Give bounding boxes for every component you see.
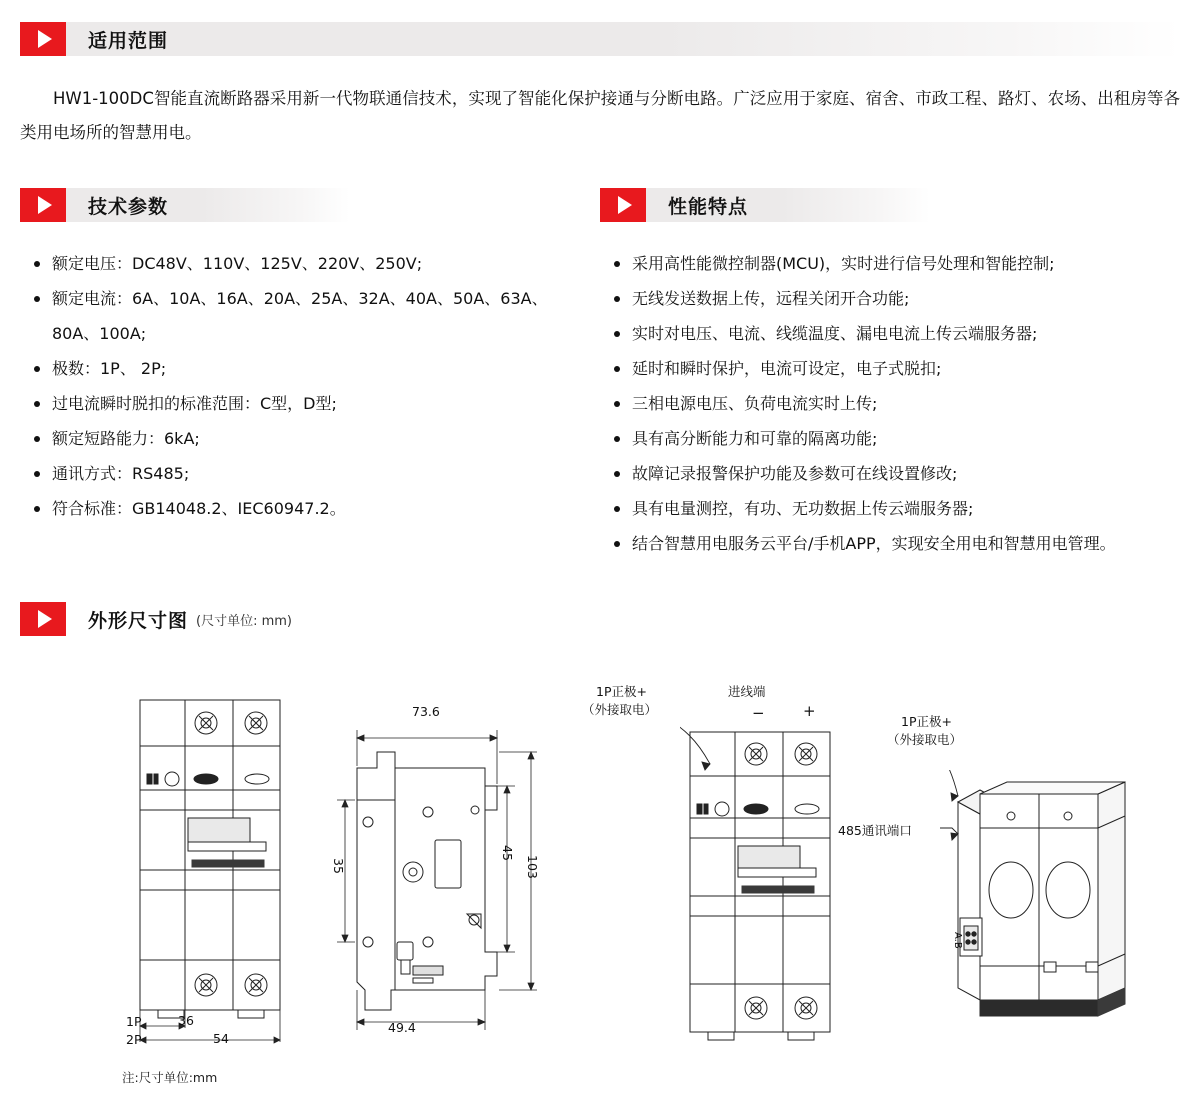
- drawing-unit-note: 注:尺寸单位:mm: [122, 1070, 218, 1085]
- section-header-perf: [600, 188, 930, 222]
- section-subtitle-dimensions: (尺寸单位: mm): [196, 613, 292, 629]
- play-triangle-icon: [20, 602, 66, 636]
- label-iso-pos-note2: （外接取电）: [887, 732, 963, 747]
- front-view-drawing: [130, 690, 350, 1050]
- front-view-annotated-drawing: [680, 722, 860, 1062]
- label-minus: −: [752, 704, 765, 722]
- list-item: 故障记录报警保护功能及参数可在线设置修改;: [610, 456, 1170, 491]
- section-header-dimensions: [20, 602, 1180, 636]
- list-item: 具有高分断能力和可靠的隔离功能;: [610, 421, 1170, 456]
- section-title-scope: 适用范围: [88, 29, 169, 52]
- label-front-2p: 2P: [126, 1032, 142, 1047]
- section-header-scope: [20, 22, 1180, 56]
- play-triangle-icon: [600, 188, 646, 222]
- list-item: 通讯方式：RS485;: [30, 456, 570, 491]
- section-header-tech: [20, 188, 350, 222]
- label-iso-485-port: 485通讯端口: [838, 823, 912, 838]
- label-iso-ab: A.B: [952, 932, 963, 949]
- list-item: 符合标准：GB14048.2、IEC60947.2。: [30, 491, 570, 526]
- label-right-pos-note: 1P正极+: [596, 684, 647, 699]
- list-item: 无线发送数据上传，远程关闭开合功能;: [610, 281, 1170, 316]
- tech-spec-list: [30, 246, 570, 526]
- list-item: 结合智慧用电服务云平台/手机APP，实现安全用电和智慧用电管理。: [610, 526, 1170, 561]
- label-front-1p: 1P: [126, 1014, 142, 1029]
- label-infeed: 进线端: [728, 684, 766, 699]
- performance-feature-list: [610, 246, 1170, 561]
- list-item: 具有电量测控，有功、无功数据上传云端服务器;: [610, 491, 1170, 526]
- play-triangle-icon: [20, 188, 66, 222]
- dimension-drawing: [0, 660, 1200, 1105]
- section-title-perf: 性能特点: [668, 195, 749, 218]
- list-item: 实时对电压、电流、线缆温度、漏电电流上传云端服务器;: [610, 316, 1170, 351]
- label-iso-pos-note: 1P正极+: [901, 714, 952, 729]
- label-side-top: 73.6: [412, 704, 440, 719]
- label-right-pos-note2: （外接取电）: [582, 702, 658, 717]
- list-item: 额定短路能力：6kA;: [30, 421, 570, 456]
- list-item: 采用高性能微控制器(MCU)，实时进行信号处理和智能控制;: [610, 246, 1170, 281]
- label-side-45: 45: [500, 845, 515, 861]
- list-item: 额定电流：6A、10A、16A、20A、25A、32A、40A、50A、63A、80A、100A;: [30, 281, 570, 351]
- list-item: 极数：1P、 2P;: [30, 351, 570, 386]
- section-title-dimensions: 外形尺寸图: [88, 609, 189, 632]
- label-side-35: 35: [331, 858, 346, 874]
- section-title-tech: 技术参数: [88, 195, 169, 218]
- list-item: 三相电源电压、负荷电流实时上传;: [610, 386, 1170, 421]
- list-item: 过电流瞬时脱扣的标准范围：C型，D型;: [30, 386, 570, 421]
- list-item: 延时和瞬时保护，电流可设定，电子式脱扣;: [610, 351, 1170, 386]
- play-triangle-icon: [20, 22, 66, 56]
- label-front-1p-value: 36: [178, 1013, 194, 1028]
- list-item: 额定电压：DC48V、110V、125V、220V、250V;: [30, 246, 570, 281]
- label-front-2p-value: 54: [213, 1031, 229, 1046]
- label-side-103: 103: [525, 855, 540, 879]
- label-side-bottom: 49.4: [388, 1020, 416, 1035]
- scope-body-text: HW1-100DC智能直流断路器采用新一代物联通信技术，实现了智能化保护接通与分断电路。广泛应用于家庭、宿舍、市政工程、路灯、农场、出租房等各类用电场所的智慧用电。: [20, 89, 1180, 142]
- label-plus: +: [803, 702, 816, 720]
- isometric-view-drawing: [940, 770, 1180, 1070]
